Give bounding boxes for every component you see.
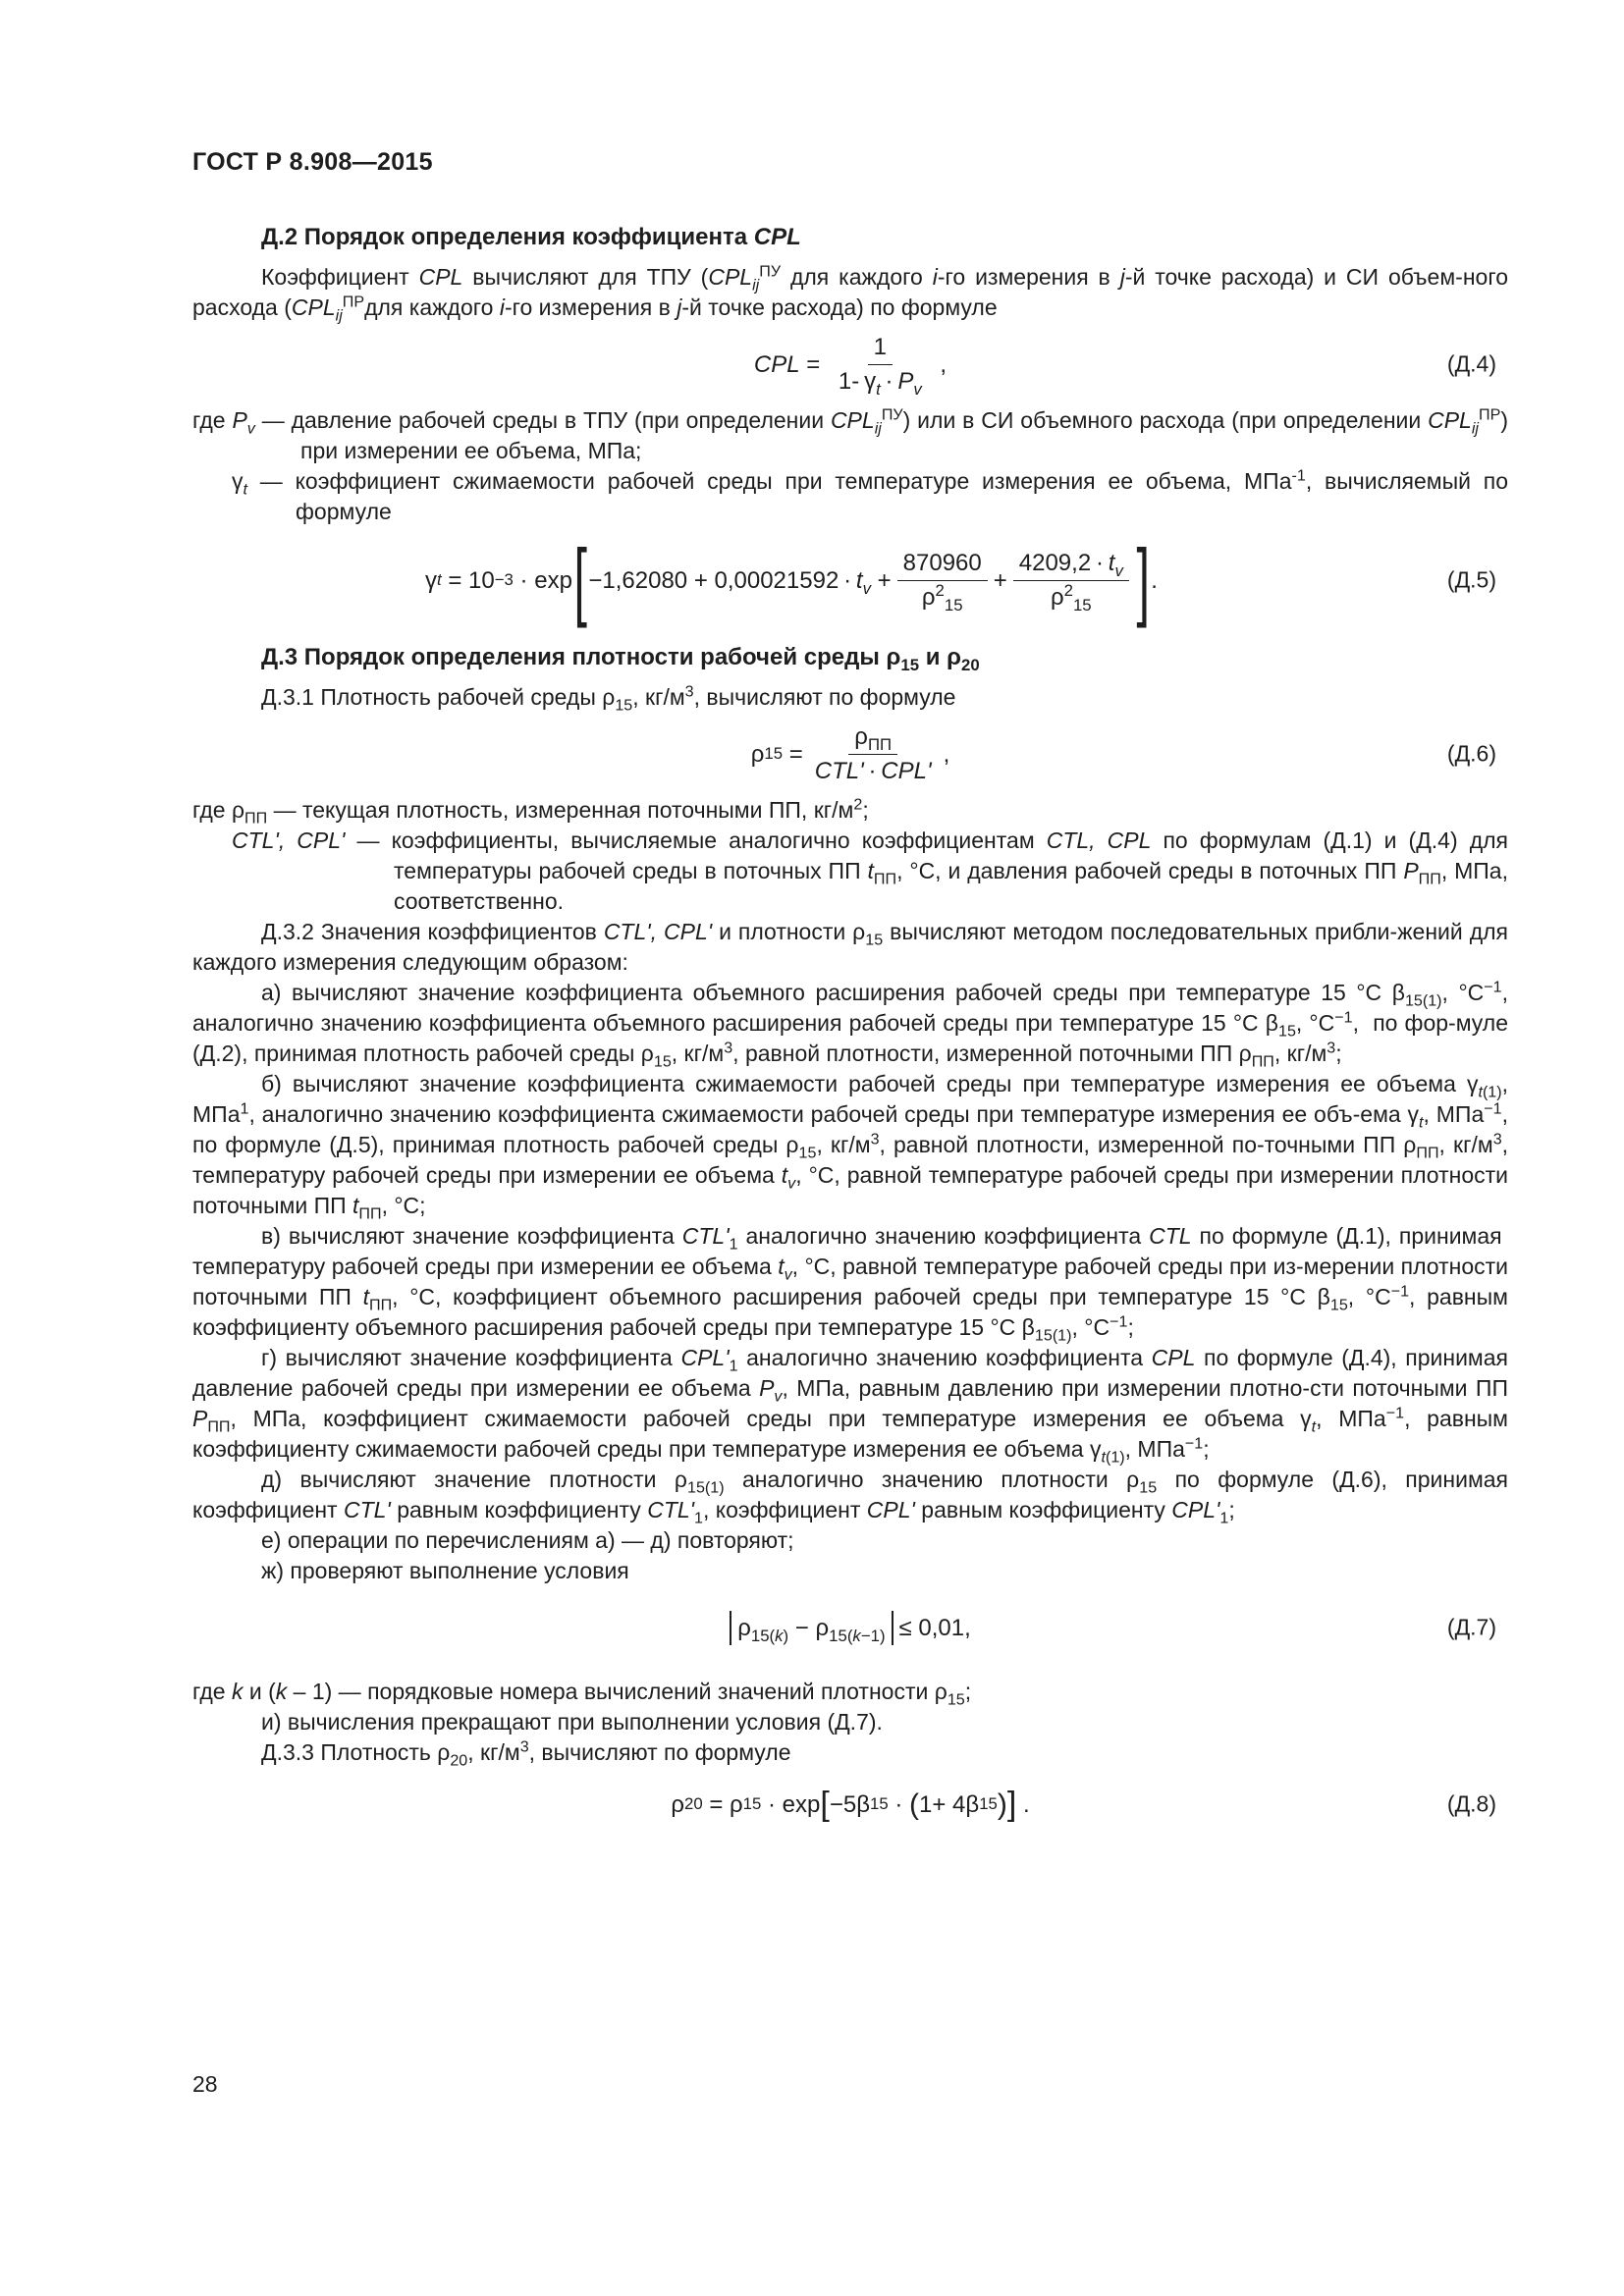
document-header: ГОСТ Р 8.908—2015 [192,148,433,176]
list-item-e: е) операции по перечислениям а) — д) повторяют; [261,1527,794,1553]
paragraph-d33: Д.3.3 Плотность $\rho_{20}$, $кг/м^3$, вычисляют по формуле [261,1737,791,1770]
formula-number: (Д.4) [1446,350,1496,377]
definition-pv: где $P_v$ — давление рабочей среды в ТПУ (при определении $CPL_{ij}^{ПУ}$) или в СИ объемного расхода (при определении $CPL_{ij}^{ПР}$) при измерении ее объема, МПа; [192,405,1508,463]
section-title-d3: Д.3 Порядок определения плотности рабочей среды $\rho_{15}$ и $\rho_{20}$ [261,644,980,674]
formula-d8: ρ 20 = ρ 15 · exp [ −5β 15 · ( 1+ 4β 15 ) ] . (Д.8) [671,1785,1496,1823]
list-item-g: г) вычисляют значение коэффициента $CPL'_1$ аналогично значению коэффициента CPL по формуле (Д.4), принимая давление рабочей среды при измерении ее объема $P_v$, МПа, равным давлению при измерении плотно-сти поточными ПП $P_{ПП}$, МПа, коэффициент сжимаемости рабочей среды при температуре измерения ее объема $\gamma_t$, МПа$^{-1}$, равным коэффициенту сжимаемости рабочей среды при температуре измерения ее объема $\gamma_{t(1)}$, МПа$^{-1}$; [192,1345,1508,1467]
definition-rho-pp: где $\rho_{ПП}$ — текущая плотность, измеренная поточными ПП, $кг/м^2$; [192,795,869,828]
paragraph-d2-intro: Коэффициент CPL вычисляют для ТПУ ($CPL_{ij}^{ПУ}$ для каждого i-го измерения в j-й точке расхода) и СИ объем-ного расхода ($CPL_{ij}^{ПР}для$ каждого i-го измерения в j-й точке расхода) по формуле [192,262,1508,325]
page-content [192,221,1508,1841]
formula-d5: γ t = 10 −3 · exp [ −1,62080 + 0,00021592 · $t_v$ + $\frac{870960}{\rho^2_{15}}$ + $\frac{4209,2 \cdot t_v}{\rho^2_{15}}$ ] . (Д.5) [425,531,1496,628]
list-item-d: д) вычисляют значение плотности $\rho_{15(1)}$ аналогично значению плотности $\rho_{15}$ по формуле (Д.6), принимая коэффициент CTL' равным коэффициенту $CTL'_1$, коэффициент CPL' равным коэффициенту $CPL'_1$; [192,1467,1508,1527]
definition-gamma: $\gamma_t$ — коэффициент сжимаемости рабочей среды при температуре измерения ее объема, МПа$^{-1}$, вычисляемый по формуле [232,466,1509,524]
page-number: 28 [192,2071,218,2097]
definition-ctl-cpl: CTL', CPL' — коэффициенты, вычисляемые аналогично коэффициентам CTL, CPL по формулам (Д.1) и (Д.4) для температуры рабочей среды в поточных ПП $t_{ПП}$, °С, и давления рабочей среды в поточных ПП $P_{ПП}$, МПа, соответственно. [232,828,1508,914]
formula-d4: CPL = $\frac{1}{1- \gamma_t \cdot P_v}$ , (Д.4) [753,333,1496,399]
section-title-d2: Д.2 Порядок определения коэффициента CPL [261,224,801,250]
list-item-a: а) вычисляют значение коэффициента объемного расширения рабочей среды при температуре 15 °С $\beta_{15(1)}$, $^\circ С^{-1}$, аналогично значению коэффициента объемного расширения рабочей среды при температуре 15 °С $\beta_{15}$, $^\circ С^{-1}$, по фор-муле (Д.2), принимая плотность рабочей среды $\rho_{15}$, $кг/м^3$, равной плотности, измеренной поточными ПП $\rho_{ПП}$, $кг/м^3$; [192,978,1508,1071]
formula-d6: ρ 15 = $\frac{\rho_{ПП}}{\text{CTL' · CPL'}}$ , (Д.6) [750,722,1496,784]
formula-number: (Д.7) [1446,1614,1496,1640]
formula-number: (Д.6) [1446,740,1496,767]
definition-k: где k и (k – 1) — порядковые номера вычислений значений плотности $\rho_{15}$; [192,1679,972,1709]
paragraph-d32: Д.3.2 Значения коэффициентов CTL', CPL' и плотности $\rho_{15}$ вычисляют методом последовательных прибли-жений для каждого измерения следующим образом: [192,919,1508,975]
paragraph-d31: Д.3.1 Плотность рабочей среды $\rho_{15}$, $кг/м^3$, вычисляют по формуле [261,682,956,715]
list-item-zh: ж) проверяют выполнение условия [261,1558,629,1583]
list-item-i: и) вычисления прекращают при выполнении условия (Д.7). [261,1709,883,1735]
formula-d7: $\rho_{15(k)} - \rho_{15(k-1)}$ ≤ 0,01, (Д.7) [192,1592,1508,1663]
formula-number: (Д.5) [1446,566,1496,593]
list-item-v: в) вычисляют значение коэффициента $CTL'_1$ аналогично значению коэффициента CTL по формуле (Д.1), принимая температуру рабочей среды при измерении ее объема $t_v$, °С, равной температуре рабочей среды при из-мерении плотности поточными ПП $t_{ПП}$, °С, коэффициент объемного расширения рабочей среды при температуре 15 °С $\beta_{15}$, $^\circ С^{-1}$, равным коэффициенту объемного расширения рабочей среды при температуре 15 °С $\beta_{15(1)}$, $^\circ С^{-1}$; [192,1223,1509,1345]
list-item-b: б) вычисляют значение коэффициента сжимаемости рабочей среды при температуре измерения ее объема $\gamma_{t(1)}$, МПа$^1$, аналогично значению коэффициента сжимаемости рабочей среды при температуре измерения ее объ-ема $\gamma_t$, МПа$^{-1}$, по формуле (Д.5), принимая плотность рабочей среды $\rho_{15}$, $кг/м^3$, равной плотности, измеренной по-точными ПП $\rho_{ПП}$, $кг/м^3$, температуру рабочей среды при измерении ее объема $t_v$, °С, равной температуре рабочей среды при измерении плотности поточными ПП $t_{ПП}$, °С; [192,1071,1509,1223]
formula-number: (Д.8) [1446,1790,1496,1817]
